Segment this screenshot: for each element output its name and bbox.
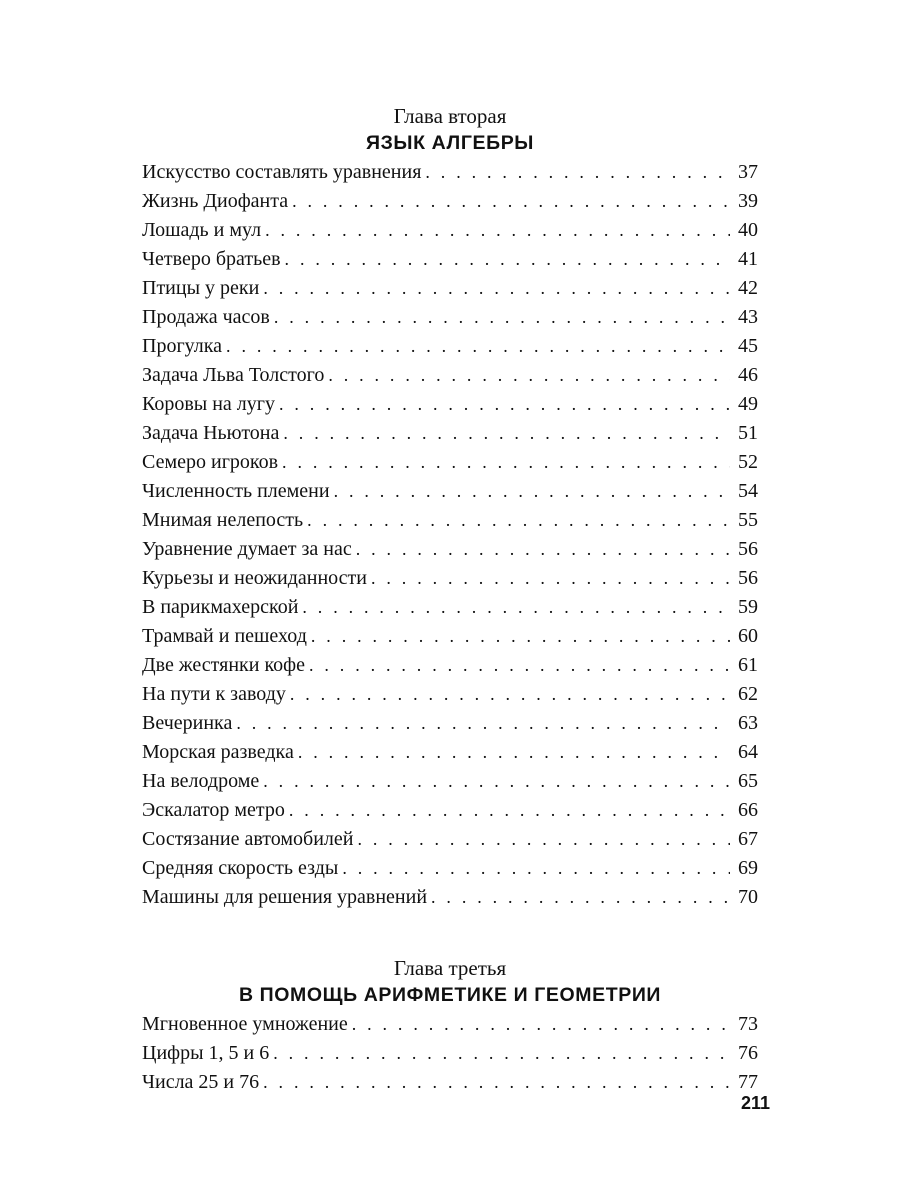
chapter-2: [142, 103, 758, 912]
toc-entry-page: 76: [738, 1042, 758, 1064]
toc-entry-page: 61: [738, 654, 758, 676]
toc-entry: [142, 593, 758, 622]
toc-entry: [142, 448, 758, 477]
dot-leader: [226, 332, 730, 361]
dot-leader: [292, 187, 730, 216]
dot-leader: [283, 419, 730, 448]
toc-entry: [142, 274, 758, 303]
toc-entry-title: Средняя скорость езды: [142, 857, 339, 879]
toc-entry-page: 63: [738, 712, 758, 734]
toc-entry-title: Две жестянки кофе: [142, 654, 305, 676]
toc-entry: [142, 1039, 758, 1068]
dot-leader: [236, 709, 730, 738]
dot-leader: [263, 274, 730, 303]
dot-leader: [309, 651, 730, 680]
toc-entry-title: Вечеринка: [142, 712, 233, 734]
toc-entry-title: Искусство составлять уравнения: [142, 161, 422, 183]
toc-entry-title: Мнимая нелепость: [142, 509, 304, 531]
dot-leader: [290, 680, 730, 709]
toc-entry: [142, 361, 758, 390]
toc-entry-title: Курьезы и неожиданности: [142, 567, 367, 589]
toc-entry-title: Задача Льва Толстого: [142, 364, 325, 386]
toc-entry-title: Эскалатор метро: [142, 799, 285, 821]
toc-entry: [142, 187, 758, 216]
dot-leader: [356, 535, 730, 564]
toc-entry-page: 66: [738, 799, 758, 821]
toc-entry: [142, 303, 758, 332]
toc-entry-page: 65: [738, 770, 758, 792]
dot-leader: [334, 477, 730, 506]
table-of-contents: [142, 103, 758, 1097]
toc-entry: [142, 419, 758, 448]
toc-entry-title: Состязание автомобилей: [142, 828, 354, 850]
toc-entry: [142, 796, 758, 825]
dot-leader: [273, 1039, 730, 1068]
toc-entry-page: 55: [738, 509, 758, 531]
toc-entry: [142, 622, 758, 651]
toc-entry-title: На пути к заводу: [142, 683, 286, 705]
dot-leader: [357, 825, 730, 854]
dot-leader: [431, 883, 730, 912]
dot-leader: [285, 245, 730, 274]
toc-entry-title: Числа 25 и 76: [142, 1071, 260, 1093]
toc-entry: [142, 825, 758, 854]
toc-entry-page: 56: [738, 567, 758, 589]
toc-entry-title: В парикмахерской: [142, 596, 299, 618]
toc-entry: [142, 564, 758, 593]
toc-entry-title: Четверо братьев: [142, 248, 281, 270]
toc-entry-page: 45: [738, 335, 758, 357]
chapter-label: Глава третья: [393, 956, 507, 980]
toc-entry-page: 49: [738, 393, 758, 415]
toc-entry-title: Трамвай и пешеход: [142, 625, 307, 647]
toc-entry-title: Мгновенное умножение: [142, 1013, 348, 1035]
page-number: 211: [740, 1093, 770, 1113]
toc-entry-page: 62: [738, 683, 758, 705]
toc-entry-title: Продажа часов: [142, 306, 270, 328]
toc-entry-page: 41: [738, 248, 758, 270]
toc-entry: [142, 216, 758, 245]
dot-leader: [263, 1068, 730, 1097]
toc-entry-title: Семеро игроков: [142, 451, 279, 473]
toc-entry-page: 39: [738, 190, 758, 212]
toc-entry-title: Птицы у реки: [142, 277, 260, 299]
chapter-title: В ПОМОЩЬ АРИФМЕТИКЕ И ГЕОМЕТРИИ: [238, 984, 662, 1006]
toc-entry: [142, 1010, 758, 1039]
dot-leader: [298, 738, 730, 767]
toc-entry-page: 77: [738, 1071, 758, 1093]
dot-leader: [371, 564, 730, 593]
toc-entry-title: Цифры 1, 5 и 6: [142, 1042, 270, 1064]
toc-entry-page: 70: [738, 886, 758, 908]
toc-entry-title: Жизнь Диофанта: [142, 190, 289, 212]
dot-leader: [263, 767, 730, 796]
toc-entry: [142, 158, 758, 187]
toc-entry-page: 67: [738, 828, 758, 850]
toc-entry-page: 59: [738, 596, 758, 618]
toc-entry: [142, 506, 758, 535]
toc-list: [142, 1010, 758, 1097]
toc-entry-page: 73: [738, 1013, 758, 1035]
toc-entry-title: Лошадь и мул: [142, 219, 262, 241]
dot-leader: [282, 448, 730, 477]
toc-entry: [142, 245, 758, 274]
chapter-label: Глава вторая: [393, 104, 507, 128]
toc-entry-title: Машины для решения уравнений: [142, 886, 428, 908]
toc-entry: [142, 883, 758, 912]
toc-entry: [142, 332, 758, 361]
toc-entry-page: 46: [738, 364, 758, 386]
chapter-title: ЯЗЫК АЛГЕБРЫ: [365, 132, 535, 154]
toc-entry-page: 37: [738, 161, 758, 183]
toc-entry-page: 69: [738, 857, 758, 879]
toc-entry-page: 56: [738, 538, 758, 560]
toc-entry: [142, 854, 758, 883]
toc-entry-page: 42: [738, 277, 758, 299]
dot-leader: [307, 506, 730, 535]
toc-entry-page: 54: [738, 480, 758, 502]
toc-entry-title: На велодроме: [142, 770, 260, 792]
toc-entry-page: 60: [738, 625, 758, 647]
toc-entry-page: 52: [738, 451, 758, 473]
toc-entry-title: Численность племени: [142, 480, 330, 502]
dot-leader: [328, 361, 730, 390]
toc-entry: [142, 738, 758, 767]
toc-entry: [142, 680, 758, 709]
toc-list: [142, 158, 758, 912]
toc-entry-title: Задача Ньютона: [142, 422, 280, 444]
dot-leader: [311, 622, 730, 651]
toc-entry: [142, 1068, 758, 1097]
toc-entry-title: Морская разведка: [142, 741, 294, 763]
dot-leader: [352, 1010, 730, 1039]
dot-leader: [265, 216, 730, 245]
toc-entry: [142, 651, 758, 680]
toc-entry-page: 43: [738, 306, 758, 328]
chapter-divider: [142, 912, 758, 955]
toc-entry-page: 64: [738, 741, 758, 763]
dot-leader: [274, 303, 730, 332]
toc-entry-title: Уравнение думает за нас: [142, 538, 352, 560]
dot-leader: [279, 390, 730, 419]
dot-leader: [342, 854, 730, 883]
dot-leader: [289, 796, 730, 825]
toc-entry: [142, 535, 758, 564]
toc-entry: [142, 709, 758, 738]
toc-entry-page: 51: [738, 422, 758, 444]
toc-entry: [142, 477, 758, 506]
dot-leader: [302, 593, 730, 622]
toc-entry: [142, 390, 758, 419]
chapter-3: [142, 955, 758, 1097]
toc-entry-title: Прогулка: [142, 335, 223, 357]
dot-leader: [425, 158, 730, 187]
toc-entry-page: 40: [738, 219, 758, 241]
toc-entry: [142, 767, 758, 796]
toc-entry-title: Коровы на лугу: [142, 393, 275, 415]
